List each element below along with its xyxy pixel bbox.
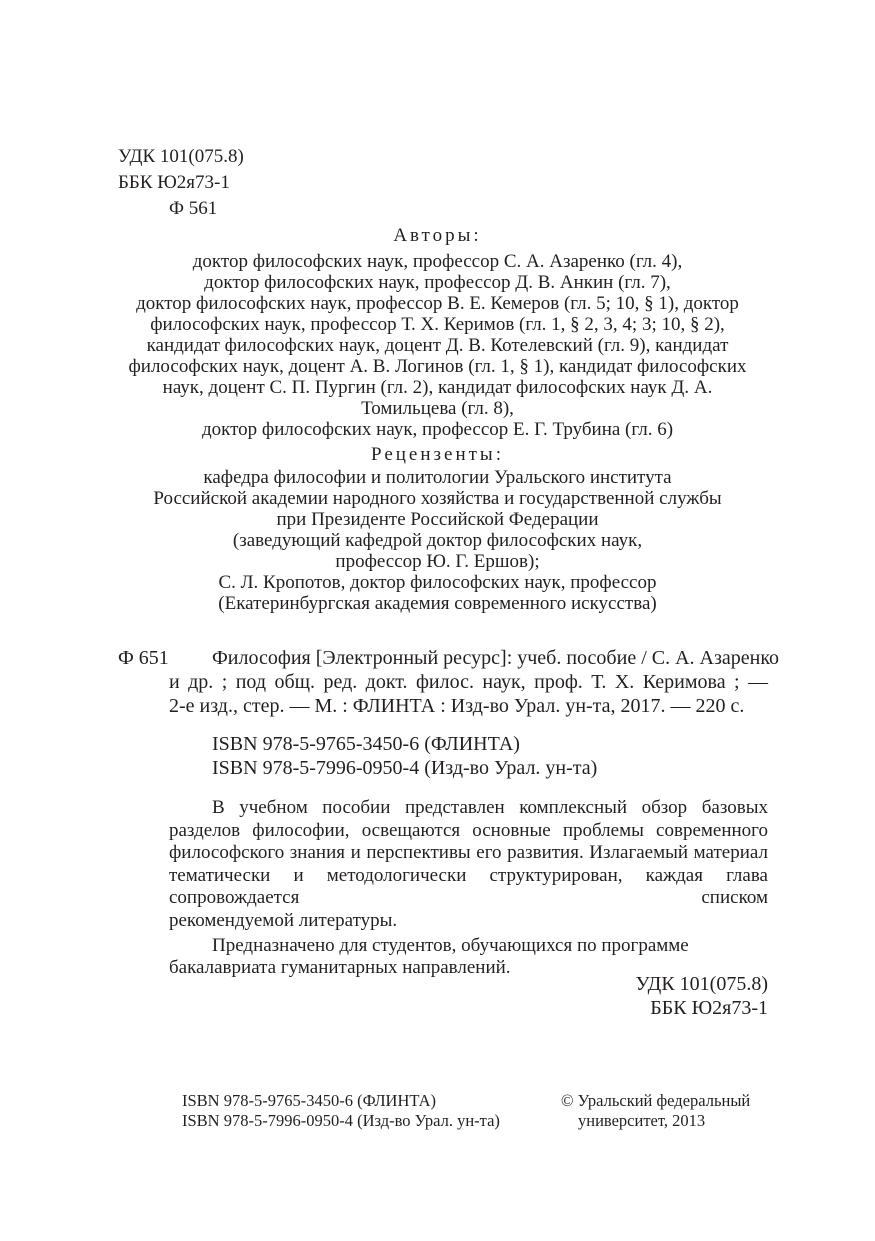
copyright-line: © Уральский федеральный	[561, 1091, 751, 1110]
bib-line: Философия [Электронный ресурс]: учеб. пособие / С. А. Азаренко	[212, 647, 780, 669]
udk-code: УДК 101(075.8)	[118, 146, 244, 167]
author-line: доктор философских наук, профессор В. Е. Кемеров (гл. 5; 10, § 1), доктор	[136, 293, 739, 314]
reviewers-heading: Рецензенты:	[371, 444, 504, 465]
author-line: кандидат философских наук, доцент Д. В. Котелевский (гл. 9), кандидат	[146, 335, 729, 356]
reviewer-line: (заведующий кафедрой доктор философских наук,	[232, 530, 643, 551]
author-line: доктор философских наук, профессор С. А. Азаренко (гл. 4),	[192, 251, 683, 272]
authors-heading: Авторы:	[393, 225, 482, 246]
annotation-paragraph: Предназначено для студентов, обучающихся по программе	[212, 934, 689, 956]
author-line: наук, доцент С. П. Пургин (гл. 2), кандидат философских наук Д. А.	[162, 377, 713, 398]
reviewer-line: С. Л. Кропотов, доктор философских наук, профессор	[218, 572, 657, 593]
annotation-paragraph-end: бакалавриата гуманитарных направлений.	[169, 957, 511, 979]
reviewer-line: Российской академии народного хозяйства и государственной службы	[153, 488, 722, 509]
footer-isbn: ISBN 978-5-7996-0950-4 (Изд-во Урал. ун-та)	[182, 1111, 500, 1130]
udk-code-right: УДК 101(075.8)	[635, 973, 768, 995]
isbn-line: ISBN 978-5-7996-0950-4 (Изд-во Урал. ун-та)	[212, 757, 598, 779]
reviewer-line: кафедра философии и политологии Уральского института	[203, 467, 672, 488]
footer-isbn: ISBN 978-5-9765-3450-6 (ФЛИНТА)	[182, 1091, 437, 1110]
author-line: философских наук, доцент А. В. Логинов (гл. 1, § 1), кандидат философских	[128, 356, 747, 377]
bib-line: и др. ; под общ. ред. докт. филос. наук, проф. Т. Х. Керимова ; —	[169, 671, 768, 693]
annotation-paragraph-end: рекомендуемой литературы.	[169, 909, 398, 931]
author-line: доктор философских наук, профессор Д. В. Анкин (гл. 7),	[204, 272, 671, 293]
isbn-line: ISBN 978-5-9765-3450-6 (ФЛИНТА)	[212, 733, 520, 755]
reviewer-line: (Екатеринбургская академия современного искусства)	[218, 593, 657, 614]
reviewer-line: при Президенте Российской Федерации	[276, 509, 599, 530]
bbk-code-right: ББК Ю2я73-1	[650, 997, 768, 1019]
bib-code: Ф 651	[118, 647, 169, 669]
bbk-code: ББК Ю2я73-1	[118, 172, 230, 193]
author-line: доктор философских наук, профессор Е. Г. Трубина (гл. 6)	[201, 419, 674, 440]
author-line: Томильцева (гл. 8),	[361, 398, 514, 419]
copyright-line: университет, 2013	[578, 1111, 706, 1130]
bib-line: 2-е изд., стер. — М. : ФЛИНТА : Изд-во Урал. ун-та, 2017. — 220 с.	[169, 695, 745, 717]
author-mark: Ф 561	[169, 198, 218, 219]
annotation	[169, 797, 768, 980]
annotation-paragraph: В учебном пособии представлен комплексный обзор базовых разделов философии, освещаются основные проблемы современного философского знания и перспективы его развития. Излагаемый материал тематически и методологически структурирован, каждая глава сопровождается списком	[169, 797, 768, 909]
reviewer-line: профессор Ю. Г. Ершов);	[335, 551, 540, 572]
author-line: философских наук, профессор Т. Х. Керимов (гл. 1, § 2, 3, 4; 3; 10, § 2),	[150, 314, 725, 335]
